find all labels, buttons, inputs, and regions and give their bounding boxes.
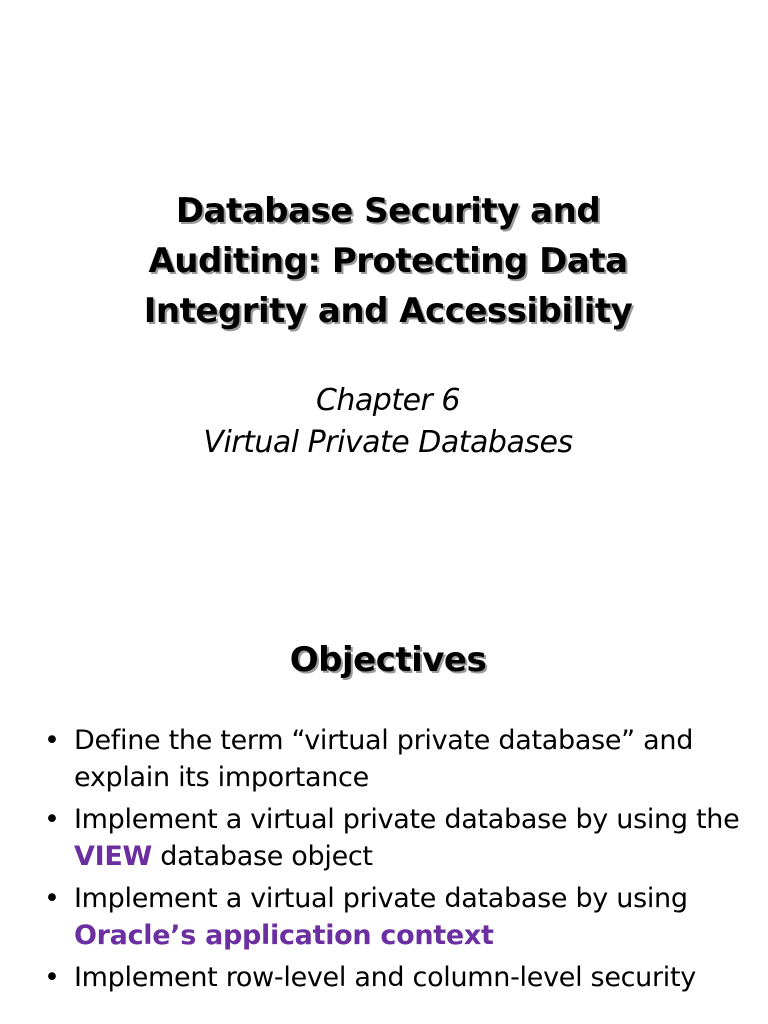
application-context-highlight: Oracle’s application context <box>74 920 494 951</box>
objective-text-end: database object <box>151 841 373 872</box>
bullet-icon: • <box>44 883 60 914</box>
bullet-icon: • <box>44 804 60 835</box>
title-line-3: Integrity and Accessibility <box>143 291 633 331</box>
chapter-name: Virtual Private Databases <box>203 425 573 460</box>
title-line-1: Database Security and <box>175 191 601 231</box>
objective-text: Define the term “virtual private database” and explain its importance <box>74 725 694 793</box>
slide-subtitle <box>0 380 768 464</box>
view-highlight: VIEW <box>74 841 152 872</box>
title-line-2: Auditing: Protecting Data <box>148 241 628 281</box>
objective-item-2 <box>44 801 754 875</box>
objective-item-4 <box>44 959 754 996</box>
objective-text: Implement row-level and column-level security <box>74 962 696 993</box>
objective-text-start: Implement a virtual private database by using the <box>74 804 740 835</box>
objective-item-1 <box>44 722 754 796</box>
objective-item-3 <box>44 880 754 954</box>
objective-text-start: Implement a virtual private database by using <box>74 883 688 914</box>
objectives-heading: Objectives <box>289 640 487 680</box>
objectives-list <box>44 722 754 1001</box>
slide-title <box>0 186 768 336</box>
chapter-label: Chapter 6 <box>315 383 461 418</box>
bullet-icon: • <box>44 962 60 993</box>
bullet-icon: • <box>44 725 60 756</box>
